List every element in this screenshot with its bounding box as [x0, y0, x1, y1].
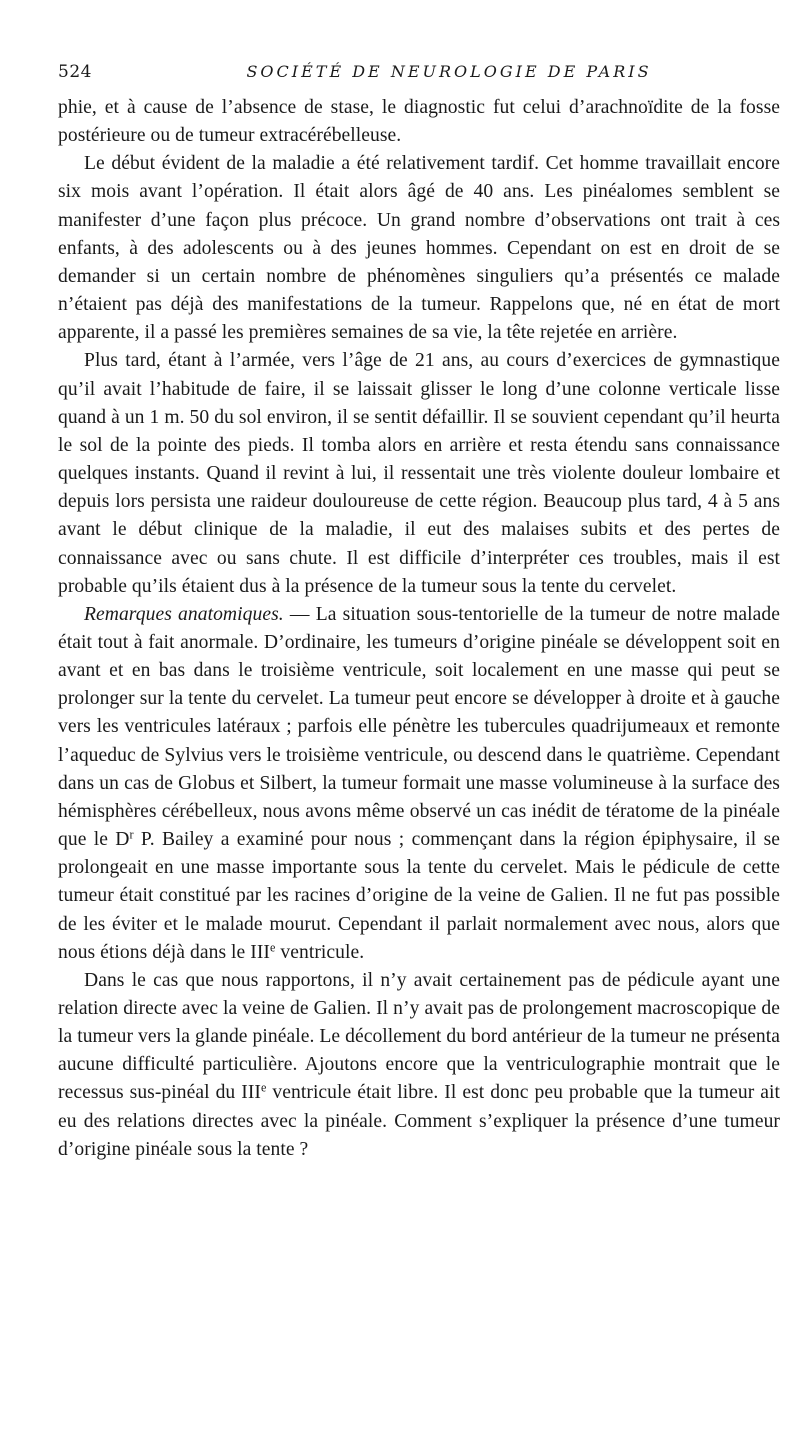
paragraph-2: Le début évident de la maladie a été relativement tardif. Cet homme travaillait encore six mois avant l’opération. Il était alors âgé de 40 ans. Les pinéalomes semblent se manifester d’une façon plus précoce. Un grand nombre d’observations ont trait à ces enfants, à des adolescents ou à des jeunes hommes. Cependant on est en droit de se demander si un certain nombre de phénomènes singuliers qu’a présentés ce malade n’étaient pas déjà des manifestations de la tumeur. Rappelons que, né en état de mort apparente, il a passé les premières semaines de sa vie, la tête rejetée en arrière.: [58, 153, 780, 344]
superscript-r: r: [129, 827, 134, 842]
paragraph-5-part-a: Dans le cas que nous rapportons, il n’y avait certainement pas de pédicule ayant une relation directe avec la veine de Galien. Il n’y avait pas de prolongement macroscopique de la tumeur vers la glande pinéale. Le décollement du bord antérieur de la tumeur ne présenta aucune difficulté particulière. Ajoutons encore que la ventriculographie montrait que le recessus sus-pinéal du III: [58, 969, 780, 1104]
paragraph-5-part-b: ventricule était libre. Il est donc peu probable que la tumeur ait eu des relations directes avec la pinéale. Comment s’expliquer la présence d’une tumeur d’origine pinéale sous la tente ?: [58, 1082, 780, 1160]
paragraph-3: Plus tard, étant à l’armée, vers l’âge de 21 ans, au cours d’exercices de gymnastique qu’il avait l’habitude de faire, il se laissait glisser le long d’une colonne verticale lisse quand à un 1 m. 50 du sol environ, il se sentit défaillir. Il se souvient cependant qu’il heurta le sol de la pointe des pieds. Il tomba alors en arrière et resta étendu sans connaissance quelques instants. Quand il revint à lui, il ressentait une très violente douleur lombaire et depuis lors persista une raideur douloureuse de cette région. Beaucoup plus tard, 4 à 5 ans avant le début clinique de la maladie, il eut des malaises subits et des pertes de connaissance avec ou sans chute. Il est difficile d’interpréter ces troubles, mais il est probable qu’ils étaient dus à la présence de la tumeur sous la tente du cervelet.: [58, 350, 780, 597]
section-heading-remarques: Remarques anatomiques.: [84, 603, 284, 625]
superscript-e-2: e: [261, 1080, 267, 1095]
running-head: SOCIÉTÉ DE NEUROLOGIE DE PARIS: [246, 62, 652, 81]
superscript-e: e: [269, 940, 276, 955]
page-header: [58, 62, 780, 88]
paragraph-4-part-a: La situation sous-tentorielle de la tumeur de notre malade était tout à fait anormale. D’ordinaire, les tumeurs d’origine pinéale se développent soit en avant et en bas dans le troisième ventricule, soit localement en une masse qui peut se prolonger sur la tente du cervelet. La tumeur peut encore se développer à droite et à gauche vers les ventricules latéraux ; parfois elle pénètre les tubercules quadrijumeaux et remonte l’aqueduc de Sylvius vers le troisième ventricule, ou descend dans le quatrième. Cependant dans un cas de Globus et Silbert, la tumeur formait une masse volumineuse à la surface des hémisphères cérébelleux, nous avons même observé un cas inédit de tératome de la pinéale que le D: [58, 603, 781, 851]
document-page: [58, 62, 780, 1432]
paragraph-1: phie, et à cause de l’absence de stase, le diagnostic fut celui d’arachnoïdite de la fosse postérieure ou de tumeur extracérébelleuse.: [58, 97, 780, 147]
paragraph-4-part-b: P. Bailey a examiné pour nous ; commençant dans la région épiphysaire, il se prolongeait en une masse importante sous la tente du cervelet. Mais le pédicule de cette tumeur était constitué par les racines d’origine de la veine de Galien. Il ne fut pas possible de les éviter et le malade mourut. Cependant il parlait normalement avec nous, alors que nous étions déjà dans le III: [58, 829, 780, 963]
page-number: 524: [58, 62, 92, 82]
paragraph-5: [58, 967, 780, 1164]
heading-dash: —: [283, 603, 316, 625]
paragraph-4-part-c: ventricule.: [275, 941, 365, 963]
body-text: [58, 94, 780, 1164]
paragraph-4: [58, 601, 780, 967]
